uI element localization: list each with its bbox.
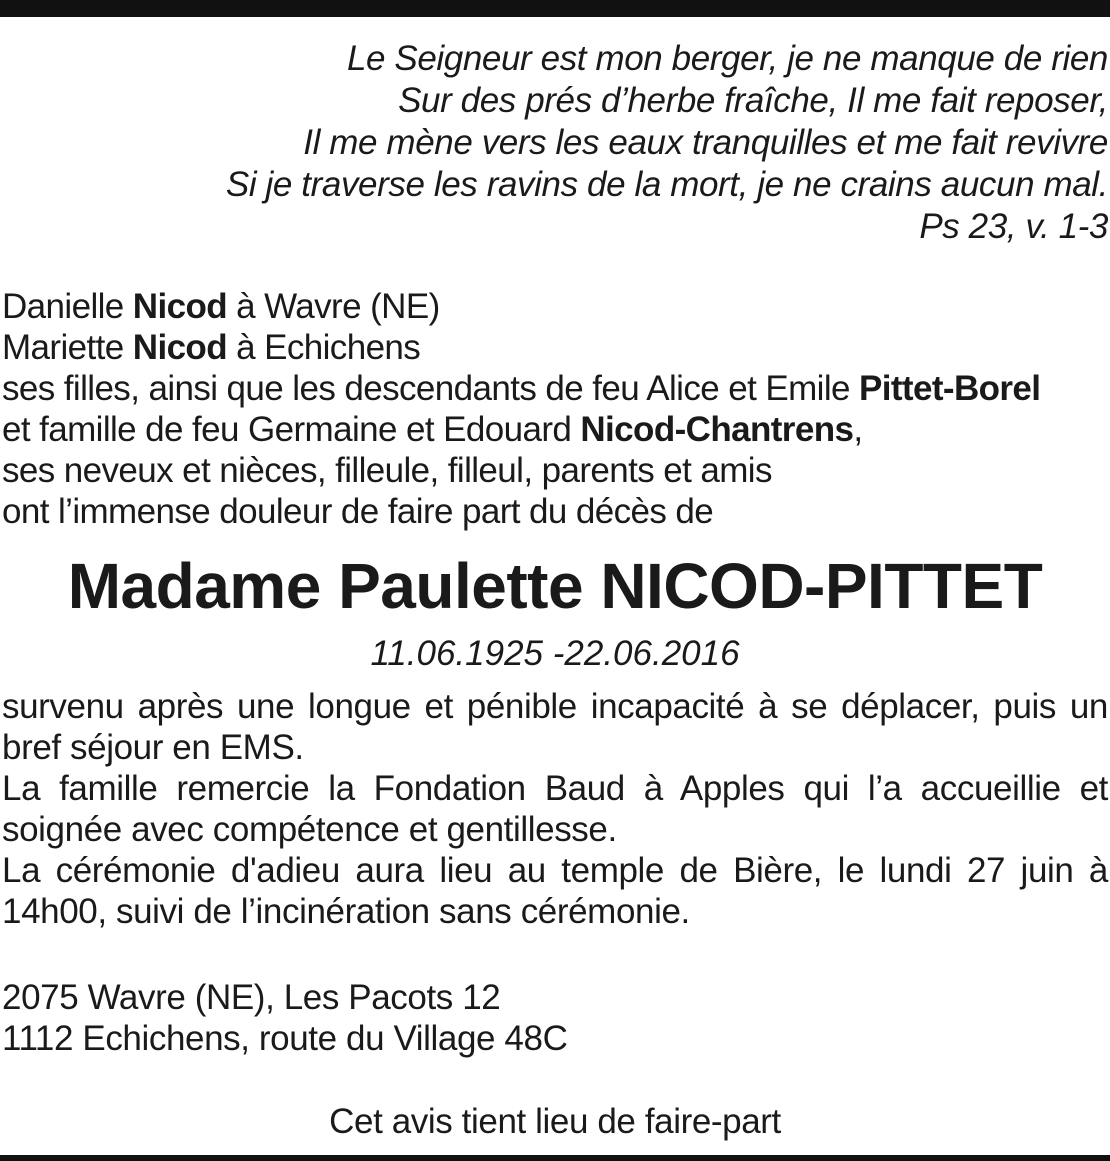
- family-announcement: [2, 286, 1102, 532]
- family-line-5: ses neveux et nièces, filleule, filleul, parents et amis: [2, 451, 772, 490]
- family-line-1: [2, 286, 1102, 327]
- bottom-border: [0, 1155, 1110, 1161]
- top-border: [0, 0, 1110, 17]
- family-line-2: [2, 327, 1102, 368]
- address-line: 2075 Wavre (NE), Les Pacots 12: [2, 978, 501, 1017]
- verse-line: Il me mène vers les eaux tranquilles et me fait revivre: [303, 123, 1108, 162]
- body-paragraph: survenu après une longue et pénible incapacité à se déplacer, puis un bref séjour en EMS.: [2, 687, 1108, 767]
- footer-note: Cet avis tient lieu de faire-part: [329, 1102, 781, 1141]
- family-line-3: [2, 368, 1102, 409]
- place: à Wavre (NE): [236, 287, 440, 326]
- surname: Pittet-Borel: [859, 369, 1041, 408]
- place: à Echichens: [236, 328, 421, 367]
- family-line-4: [2, 409, 1102, 450]
- address-line: 1112 Echichens, route du Village 48C: [2, 1019, 568, 1058]
- surname: Nicod-Chantrens: [580, 410, 854, 449]
- life-dates: 11.06.1925 -22.06.2016: [370, 634, 740, 673]
- verse-line: Le Seigneur est mon berger, je ne manque de rien: [346, 39, 1108, 78]
- addresses: [2, 977, 902, 1059]
- family-text: et famille de feu Germaine et Edouard: [2, 410, 572, 449]
- first-name: Mariette: [2, 328, 124, 367]
- punctuation: ,: [853, 410, 863, 449]
- surname: Nicod: [132, 287, 228, 326]
- verse-reference: Ps 23, v. 1-3: [919, 207, 1108, 246]
- psalm-verse: [108, 38, 1108, 248]
- verse-line: Sur des prés d’herbe fraîche, Il me fait reposer,: [398, 81, 1108, 120]
- family-text: ses filles, ainsi que les descendants de feu Alice et Emile: [2, 369, 850, 408]
- deceased-name: Madame Paulette NICOD-PITTET: [67, 550, 1043, 622]
- verse-line: Si je traverse les ravins de la mort, je ne crains aucun mal.: [225, 165, 1108, 204]
- body-paragraph: La cérémonie d'adieu aura lieu au temple de Bière, le lundi 27 juin à 14h00, suivi de l’incinération sans cérémonie.: [2, 851, 1108, 931]
- announcement-body: [2, 686, 1108, 932]
- surname: Nicod: [132, 328, 227, 367]
- family-line-6: ont l’immense douleur de faire part du décès de: [2, 492, 714, 531]
- first-name: Danielle: [2, 287, 124, 326]
- body-paragraph: La famille remercie la Fondation Baud à Apples qui l’a accueillie et soignée avec compétence et gentillesse.: [2, 769, 1108, 849]
